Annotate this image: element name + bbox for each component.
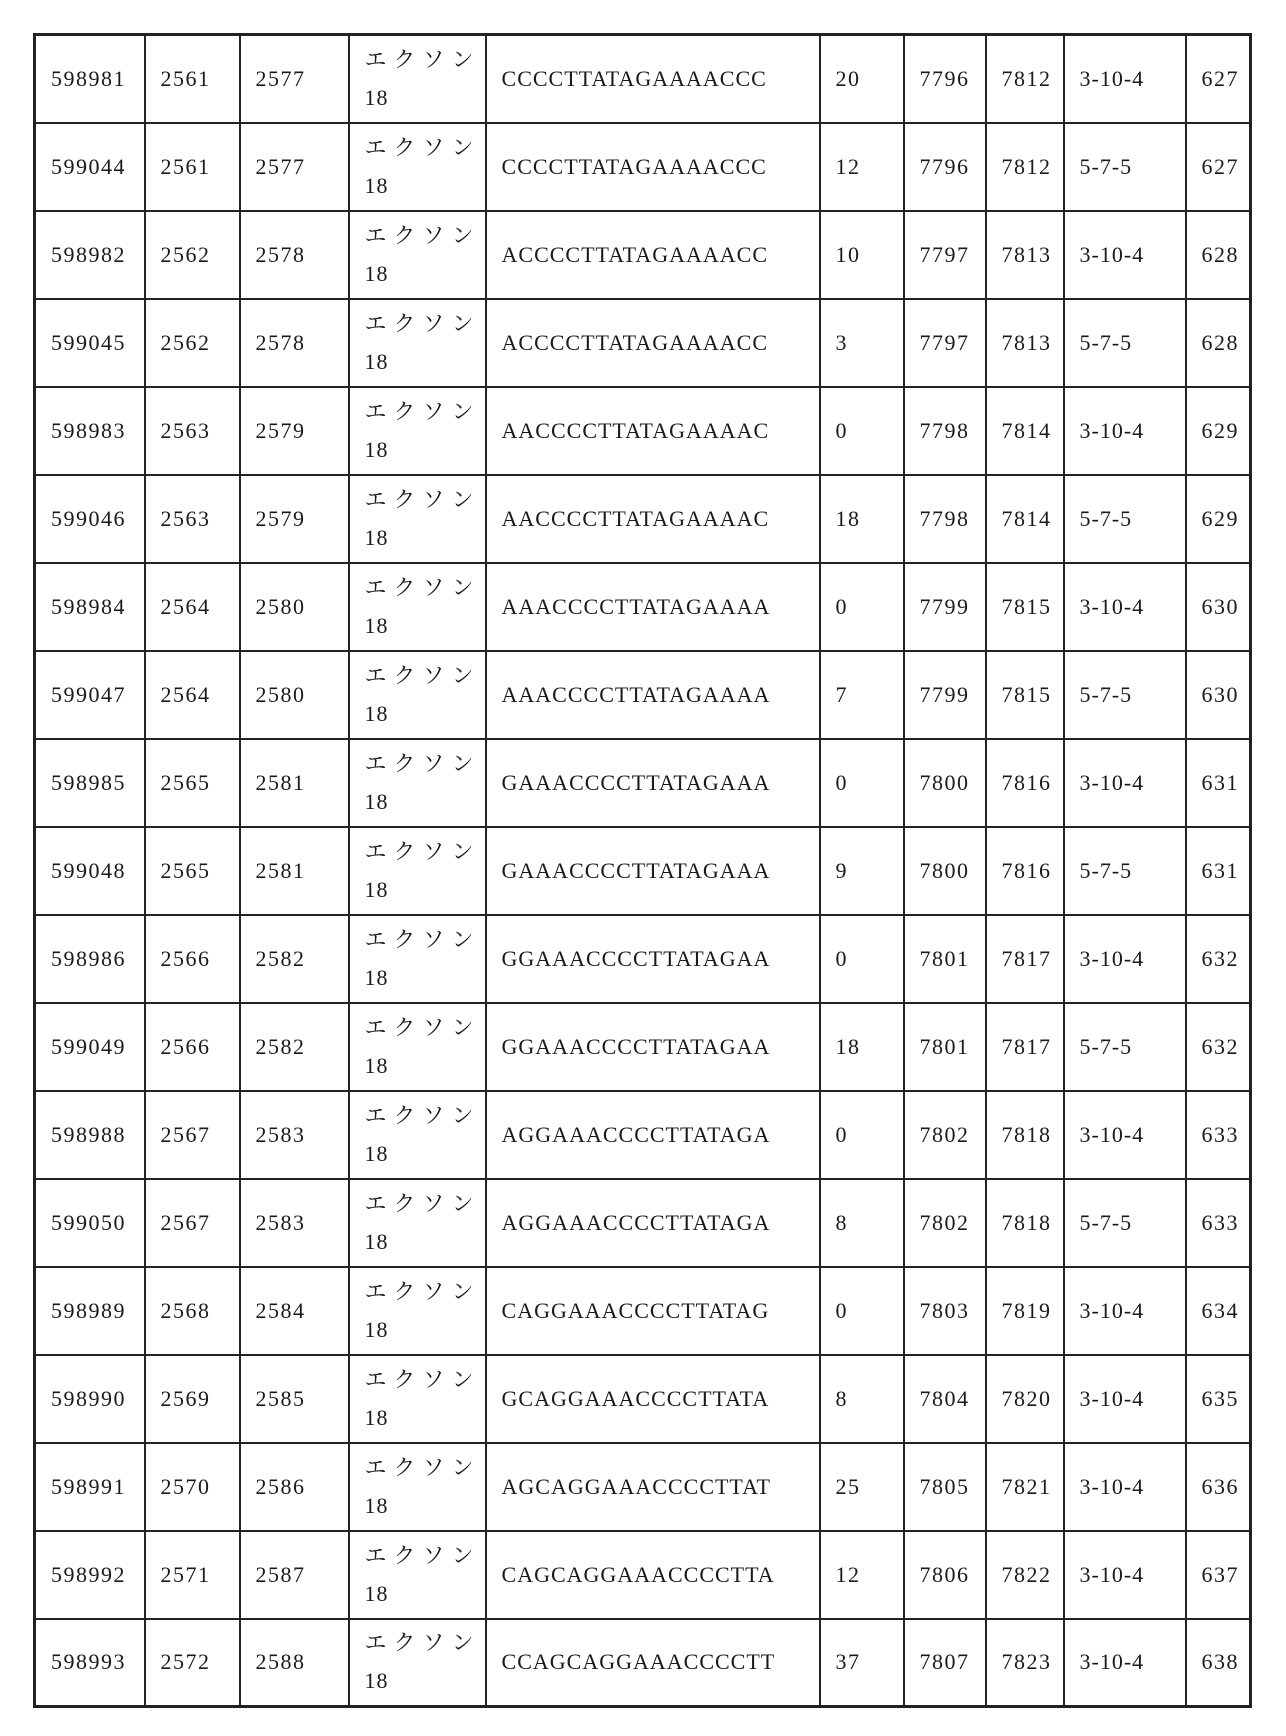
cell-pattern: 5-7-5: [1064, 651, 1186, 739]
cell-end-position: 2583: [240, 1091, 349, 1179]
cell-end-position: 2585: [240, 1355, 349, 1443]
cell-count: 0: [820, 387, 904, 475]
cell-position-to: 7812: [986, 123, 1064, 211]
exon-name-text: エクソン: [364, 926, 481, 952]
cell-sequence: AACCCCTTATAGAAAAC: [486, 387, 820, 475]
cell-position-from: 7799: [904, 651, 986, 739]
cell-oligo-id: 598983: [35, 387, 145, 475]
cell-end-position: 2579: [240, 475, 349, 563]
cell-seq-id-no: 636: [1186, 1443, 1251, 1531]
cell-pattern: 3-10-4: [1064, 35, 1186, 123]
cell-count: 9: [820, 827, 904, 915]
cell-pattern: 5-7-5: [1064, 1003, 1186, 1091]
cell-pattern: 3-10-4: [1064, 739, 1186, 827]
exon-name-text: エクソン: [364, 310, 481, 336]
cell-seq-id-no: 633: [1186, 1179, 1251, 1267]
exon-number-text: 18: [364, 964, 389, 990]
cell-oligo-id: 599048: [35, 827, 145, 915]
exon-name-text: エクソン: [364, 1630, 481, 1656]
cell-start-position: 2572: [145, 1619, 240, 1707]
exon-name-text: エクソン: [364, 1102, 481, 1128]
cell-end-position: 2578: [240, 299, 349, 387]
cell-position-from: 7802: [904, 1179, 986, 1267]
cell-oligo-id: 598985: [35, 739, 145, 827]
cell-position-from: 7800: [904, 739, 986, 827]
cell-exon-label: [349, 827, 486, 915]
cell-oligo-id: 599049: [35, 1003, 145, 1091]
cell-start-position: 2571: [145, 1531, 240, 1619]
cell-exon-label: [349, 35, 486, 123]
cell-seq-id-no: 629: [1186, 387, 1251, 475]
cell-pattern: 3-10-4: [1064, 915, 1186, 1003]
cell-oligo-id: 598986: [35, 915, 145, 1003]
exon-name-text: エクソン: [364, 750, 481, 776]
cell-exon-label: [349, 123, 486, 211]
cell-sequence: ACCCCTTATAGAAAACC: [486, 211, 820, 299]
table-row: [35, 915, 1251, 1003]
cell-position-from: 7797: [904, 299, 986, 387]
cell-position-from: 7800: [904, 827, 986, 915]
table-row: [35, 35, 1251, 123]
cell-pattern: 3-10-4: [1064, 1091, 1186, 1179]
cell-end-position: 2583: [240, 1179, 349, 1267]
cell-seq-id-no: 627: [1186, 35, 1251, 123]
table-row: [35, 1003, 1251, 1091]
cell-start-position: 2561: [145, 123, 240, 211]
exon-name-text: エクソン: [364, 486, 481, 512]
table-row: [35, 1355, 1251, 1443]
exon-name-text: エクソン: [364, 1278, 481, 1304]
cell-start-position: 2561: [145, 35, 240, 123]
exon-number-text: 18: [364, 1668, 389, 1694]
cell-seq-id-no: 632: [1186, 1003, 1251, 1091]
exon-name-text: エクソン: [364, 574, 481, 600]
cell-start-position: 2563: [145, 387, 240, 475]
cell-pattern: 3-10-4: [1064, 1443, 1186, 1531]
table-row: [35, 1443, 1251, 1531]
sequence-table-body: [35, 35, 1251, 1707]
cell-seq-id-no: 627: [1186, 123, 1251, 211]
cell-oligo-id: 598991: [35, 1443, 145, 1531]
cell-seq-id-no: 633: [1186, 1091, 1251, 1179]
cell-end-position: 2581: [240, 827, 349, 915]
cell-oligo-id: 598989: [35, 1267, 145, 1355]
cell-seq-id-no: 637: [1186, 1531, 1251, 1619]
cell-count: 20: [820, 35, 904, 123]
cell-oligo-id: 599047: [35, 651, 145, 739]
cell-start-position: 2567: [145, 1179, 240, 1267]
cell-position-to: 7819: [986, 1267, 1064, 1355]
cell-seq-id-no: 631: [1186, 739, 1251, 827]
exon-number-text: 18: [364, 348, 389, 374]
sequence-listing-table: [33, 33, 1252, 1708]
exon-number-text: 18: [364, 1140, 389, 1166]
cell-sequence: AAACCCCTTATAGAAAA: [486, 651, 820, 739]
cell-position-from: 7805: [904, 1443, 986, 1531]
cell-sequence: CAGGAAACCCCTTATAG: [486, 1267, 820, 1355]
cell-end-position: 2577: [240, 123, 349, 211]
exon-name-text: エクソン: [364, 1190, 481, 1216]
cell-position-to: 7821: [986, 1443, 1064, 1531]
cell-seq-id-no: 628: [1186, 211, 1251, 299]
cell-position-from: 7801: [904, 1003, 986, 1091]
cell-start-position: 2563: [145, 475, 240, 563]
cell-pattern: 5-7-5: [1064, 475, 1186, 563]
cell-pattern: 3-10-4: [1064, 211, 1186, 299]
cell-pattern: 5-7-5: [1064, 123, 1186, 211]
cell-position-to: 7813: [986, 211, 1064, 299]
exon-number-text: 18: [364, 1404, 389, 1430]
exon-number-text: 18: [364, 524, 389, 550]
cell-oligo-id: 598981: [35, 35, 145, 123]
cell-position-from: 7796: [904, 123, 986, 211]
cell-oligo-id: 598990: [35, 1355, 145, 1443]
table-row: [35, 739, 1251, 827]
cell-count: 8: [820, 1179, 904, 1267]
cell-sequence: AAACCCCTTATAGAAAA: [486, 563, 820, 651]
cell-position-to: 7814: [986, 475, 1064, 563]
exon-number-text: 18: [364, 436, 389, 462]
table-row: [35, 475, 1251, 563]
cell-sequence: GAAACCCCTTATAGAAA: [486, 739, 820, 827]
cell-end-position: 2581: [240, 739, 349, 827]
cell-end-position: 2577: [240, 35, 349, 123]
table-row: [35, 1179, 1251, 1267]
cell-pattern: 3-10-4: [1064, 1355, 1186, 1443]
cell-position-from: 7806: [904, 1531, 986, 1619]
exon-name-text: エクソン: [364, 46, 481, 72]
cell-oligo-id: 598988: [35, 1091, 145, 1179]
cell-seq-id-no: 630: [1186, 563, 1251, 651]
cell-sequence: GGAAACCCCTTATAGAA: [486, 1003, 820, 1091]
cell-exon-label: [349, 651, 486, 739]
cell-exon-label: [349, 1443, 486, 1531]
cell-position-to: 7818: [986, 1091, 1064, 1179]
table-row: [35, 827, 1251, 915]
exon-name-text: エクソン: [364, 1014, 481, 1040]
cell-oligo-id: 599045: [35, 299, 145, 387]
cell-exon-label: [349, 1531, 486, 1619]
cell-sequence: AGGAAACCCCTTATAGA: [486, 1179, 820, 1267]
cell-position-to: 7820: [986, 1355, 1064, 1443]
cell-count: 0: [820, 563, 904, 651]
cell-start-position: 2568: [145, 1267, 240, 1355]
cell-sequence: GAAACCCCTTATAGAAA: [486, 827, 820, 915]
cell-count: 0: [820, 739, 904, 827]
exon-number-text: 18: [364, 1052, 389, 1078]
cell-exon-label: [349, 1091, 486, 1179]
exon-name-text: エクソン: [364, 662, 481, 688]
exon-number-text: 18: [364, 1228, 389, 1254]
cell-end-position: 2578: [240, 211, 349, 299]
cell-exon-label: [349, 211, 486, 299]
cell-seq-id-no: 638: [1186, 1619, 1251, 1707]
cell-start-position: 2564: [145, 651, 240, 739]
cell-end-position: 2580: [240, 563, 349, 651]
cell-oligo-id: 599046: [35, 475, 145, 563]
cell-seq-id-no: 634: [1186, 1267, 1251, 1355]
cell-end-position: 2587: [240, 1531, 349, 1619]
cell-position-from: 7807: [904, 1619, 986, 1707]
cell-pattern: 5-7-5: [1064, 827, 1186, 915]
cell-start-position: 2562: [145, 211, 240, 299]
cell-oligo-id: 599050: [35, 1179, 145, 1267]
cell-exon-label: [349, 563, 486, 651]
cell-count: 37: [820, 1619, 904, 1707]
cell-start-position: 2566: [145, 1003, 240, 1091]
cell-seq-id-no: 631: [1186, 827, 1251, 915]
cell-pattern: 3-10-4: [1064, 1267, 1186, 1355]
cell-exon-label: [349, 1355, 486, 1443]
cell-sequence: GCAGGAAACCCCTTATA: [486, 1355, 820, 1443]
cell-position-from: 7803: [904, 1267, 986, 1355]
cell-end-position: 2582: [240, 1003, 349, 1091]
table-row: [35, 651, 1251, 739]
table-row: [35, 563, 1251, 651]
cell-exon-label: [349, 387, 486, 475]
cell-exon-label: [349, 475, 486, 563]
cell-start-position: 2570: [145, 1443, 240, 1531]
cell-exon-label: [349, 739, 486, 827]
cell-position-to: 7815: [986, 563, 1064, 651]
cell-count: 0: [820, 1267, 904, 1355]
cell-position-to: 7823: [986, 1619, 1064, 1707]
cell-count: 8: [820, 1355, 904, 1443]
cell-start-position: 2562: [145, 299, 240, 387]
cell-start-position: 2566: [145, 915, 240, 1003]
cell-end-position: 2582: [240, 915, 349, 1003]
cell-sequence: CCAGCAGGAAACCCCTT: [486, 1619, 820, 1707]
cell-position-from: 7804: [904, 1355, 986, 1443]
cell-position-to: 7814: [986, 387, 1064, 475]
exon-number-text: 18: [364, 1580, 389, 1606]
cell-exon-label: [349, 1179, 486, 1267]
cell-oligo-id: 598992: [35, 1531, 145, 1619]
cell-position-from: 7801: [904, 915, 986, 1003]
cell-position-from: 7799: [904, 563, 986, 651]
exon-name-text: エクソン: [364, 398, 481, 424]
cell-count: 12: [820, 123, 904, 211]
exon-number-text: 18: [364, 1316, 389, 1342]
cell-count: 10: [820, 211, 904, 299]
cell-sequence: AGCAGGAAACCCCTTAT: [486, 1443, 820, 1531]
exon-number-text: 18: [364, 260, 389, 286]
cell-position-from: 7796: [904, 35, 986, 123]
cell-seq-id-no: 630: [1186, 651, 1251, 739]
table-row: [35, 1267, 1251, 1355]
cell-end-position: 2588: [240, 1619, 349, 1707]
cell-pattern: 3-10-4: [1064, 1531, 1186, 1619]
exon-number-text: 18: [364, 172, 389, 198]
cell-sequence: CAGCAGGAAACCCCTTA: [486, 1531, 820, 1619]
cell-seq-id-no: 635: [1186, 1355, 1251, 1443]
cell-start-position: 2564: [145, 563, 240, 651]
cell-count: 0: [820, 915, 904, 1003]
cell-count: 7: [820, 651, 904, 739]
cell-sequence: ACCCCTTATAGAAAACC: [486, 299, 820, 387]
cell-start-position: 2569: [145, 1355, 240, 1443]
cell-position-to: 7822: [986, 1531, 1064, 1619]
exon-number-text: 18: [364, 876, 389, 902]
cell-exon-label: [349, 299, 486, 387]
cell-count: 12: [820, 1531, 904, 1619]
table-row: [35, 1531, 1251, 1619]
cell-count: 18: [820, 475, 904, 563]
cell-sequence: AACCCCTTATAGAAAAC: [486, 475, 820, 563]
cell-exon-label: [349, 1619, 486, 1707]
cell-oligo-id: 598982: [35, 211, 145, 299]
cell-position-from: 7798: [904, 475, 986, 563]
cell-seq-id-no: 629: [1186, 475, 1251, 563]
cell-pattern: 5-7-5: [1064, 1179, 1186, 1267]
cell-oligo-id: 598993: [35, 1619, 145, 1707]
cell-oligo-id: 599044: [35, 123, 145, 211]
cell-sequence: AGGAAACCCCTTATAGA: [486, 1091, 820, 1179]
cell-pattern: 3-10-4: [1064, 1619, 1186, 1707]
cell-seq-id-no: 628: [1186, 299, 1251, 387]
exon-name-text: エクソン: [364, 1454, 481, 1480]
cell-count: 0: [820, 1091, 904, 1179]
cell-position-from: 7797: [904, 211, 986, 299]
cell-start-position: 2567: [145, 1091, 240, 1179]
cell-position-to: 7818: [986, 1179, 1064, 1267]
table-row: [35, 123, 1251, 211]
cell-oligo-id: 598984: [35, 563, 145, 651]
table-row: [35, 1619, 1251, 1707]
exon-name-text: エクソン: [364, 222, 481, 248]
cell-position-from: 7798: [904, 387, 986, 475]
cell-count: 18: [820, 1003, 904, 1091]
cell-position-to: 7817: [986, 1003, 1064, 1091]
exon-number-text: 18: [364, 612, 389, 638]
cell-position-to: 7813: [986, 299, 1064, 387]
cell-exon-label: [349, 915, 486, 1003]
cell-position-to: 7816: [986, 827, 1064, 915]
cell-end-position: 2580: [240, 651, 349, 739]
cell-sequence: CCCCTTATAGAAAACCC: [486, 35, 820, 123]
cell-sequence: CCCCTTATAGAAAACCC: [486, 123, 820, 211]
cell-exon-label: [349, 1003, 486, 1091]
table-row: [35, 299, 1251, 387]
exon-number-text: 18: [364, 700, 389, 726]
cell-position-to: 7817: [986, 915, 1064, 1003]
cell-sequence: GGAAACCCCTTATAGAA: [486, 915, 820, 1003]
cell-pattern: 3-10-4: [1064, 563, 1186, 651]
cell-pattern: 5-7-5: [1064, 299, 1186, 387]
cell-start-position: 2565: [145, 739, 240, 827]
table-row: [35, 387, 1251, 475]
cell-exon-label: [349, 1267, 486, 1355]
exon-name-text: エクソン: [364, 134, 481, 160]
cell-position-to: 7815: [986, 651, 1064, 739]
exon-name-text: エクソン: [364, 1542, 481, 1568]
exon-number-text: 18: [364, 1492, 389, 1518]
exon-name-text: エクソン: [364, 1366, 481, 1392]
cell-count: 3: [820, 299, 904, 387]
cell-position-to: 7812: [986, 35, 1064, 123]
exon-name-text: エクソン: [364, 838, 481, 864]
cell-seq-id-no: 632: [1186, 915, 1251, 1003]
table-row: [35, 1091, 1251, 1179]
cell-pattern: 3-10-4: [1064, 387, 1186, 475]
cell-end-position: 2586: [240, 1443, 349, 1531]
cell-start-position: 2565: [145, 827, 240, 915]
cell-end-position: 2579: [240, 387, 349, 475]
cell-end-position: 2584: [240, 1267, 349, 1355]
exon-number-text: 18: [364, 84, 389, 110]
cell-count: 25: [820, 1443, 904, 1531]
cell-position-from: 7802: [904, 1091, 986, 1179]
cell-position-to: 7816: [986, 739, 1064, 827]
table-row: [35, 211, 1251, 299]
exon-number-text: 18: [364, 788, 389, 814]
